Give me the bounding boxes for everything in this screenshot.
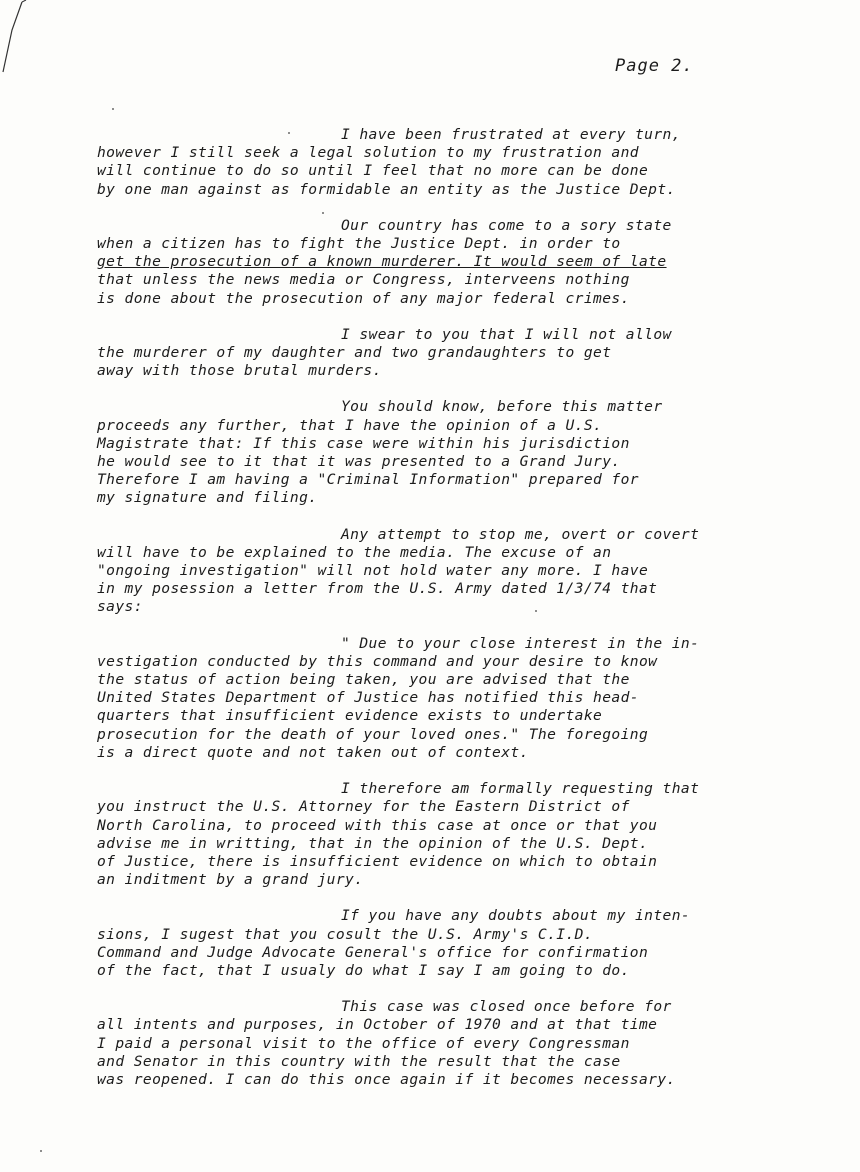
corner-pen-mark (0, 0, 60, 80)
text-line: sions, I sugest that you cosult the U.S. Army's C.I.D. (97, 925, 594, 943)
text-line: United States Department of Justice has notified this head- (97, 689, 639, 707)
text-line: the status of action being taken, you are advised that the (97, 671, 630, 689)
text-line: If you have any doubts about my inten- (341, 907, 691, 925)
text-line: of Justice, there is insufficient evidence on which to obtain (97, 852, 658, 870)
text-line: away with those brutal murders. (97, 362, 382, 380)
text-line: the murderer of my daughter and two grandaughters to get (97, 344, 612, 362)
text-line: was reopened. I can do this once again if it becomes necessary. (97, 1070, 676, 1088)
text-line: by one man against as formidable an entity as the Justice Dept. (97, 180, 676, 198)
text-line: Magistrate that: If this case were within his jurisdiction (97, 434, 630, 452)
text-line: I swear to you that I will not allow (341, 325, 672, 343)
text-line: and Senator in this country with the result that the case (97, 1052, 621, 1070)
text-line: he would see to it that it was presented to a Grand Jury. (97, 453, 621, 471)
paragraph-army-quote (97, 635, 787, 762)
paragraph-intentions (97, 907, 787, 980)
text-line: you instruct the U.S. Attorney for the Eastern District of (97, 798, 630, 816)
text-line: my signature and filing. (97, 489, 318, 507)
text-line: Our country has come to a sory state (341, 216, 672, 234)
text-line: This case was closed once before for (341, 998, 672, 1016)
paragraph-sorry-state (97, 217, 787, 308)
paragraph-swear (97, 326, 787, 381)
text-line: Any attempt to stop me, overt or covert (341, 525, 700, 543)
text-line: "ongoing investigation" will not hold water any more. I have (97, 562, 649, 580)
page-number: Page 2. (615, 56, 694, 76)
text-line: Therefore I am having a "Criminal Information" prepared for (97, 471, 639, 489)
text-line: I paid a personal visit to the office of every Congressman (97, 1034, 630, 1052)
text-line: will have to be explained to the media. The excuse of an (97, 543, 612, 561)
scan-speck (112, 108, 114, 110)
text-line: in my posession a letter from the U.S. Army dated 1/3/74 that (97, 580, 658, 598)
text-line: " Due to your close interest in the in- (341, 634, 700, 652)
letter-body (97, 126, 787, 1107)
text-line: I have been frustrated at every turn, (341, 126, 681, 143)
text-line: get the prosecution of a known murderer. It would seem of late (97, 253, 667, 271)
text-line: when a citizen has to fight the Justice Dept. in order to (97, 235, 621, 253)
text-line: all intents and purposes, in October of 1970 and at that time (97, 1016, 658, 1034)
text-line: advise me in writting, that in the opinion of the U.S. Dept. (97, 834, 649, 852)
text-line: is a direct quote and not taken out of context. (97, 743, 529, 761)
paragraph-magistrate (97, 398, 787, 507)
text-line: I therefore am formally requesting that (341, 780, 700, 798)
paragraph-formal-request (97, 780, 787, 889)
text-line: says: (97, 598, 143, 616)
text-line: Command and Judge Advocate General's office for confirmation (97, 943, 649, 961)
text-line: that unless the news media or Congress, interveens nothing (97, 271, 630, 289)
paragraph-frustration (97, 126, 787, 199)
text-line: proceeds any further, that I have the opinion of a U.S. (97, 416, 603, 434)
text-line: North Carolina, to proceed with this case at once or that you (97, 816, 658, 834)
paragraph-case-closed (97, 998, 787, 1089)
text-line: vestigation conducted by this command and your desire to know (97, 652, 658, 670)
scan-speck (40, 1150, 42, 1152)
text-line: will continue to do so until I feel that no more can be done (97, 162, 649, 180)
paragraph-attempt-to-stop (97, 526, 787, 617)
scan-speck (288, 132, 290, 134)
text-line: quarters that insufficient evidence exists to undertake (97, 707, 603, 725)
text-line: prosecution for the death of your loved ones." The foregoing (97, 725, 649, 743)
text-line: You should know, before this matter (341, 398, 663, 416)
scan-speck (322, 212, 324, 214)
scan-speck (535, 610, 537, 612)
text-line: however I still seek a legal solution to my frustration and (97, 144, 639, 162)
text-line: of the fact, that I usualy do what I say I am going to do. (97, 961, 630, 979)
text-line: is done about the prosecution of any major federal crimes. (97, 289, 630, 307)
text-line: an inditment by a grand jury. (97, 871, 364, 889)
